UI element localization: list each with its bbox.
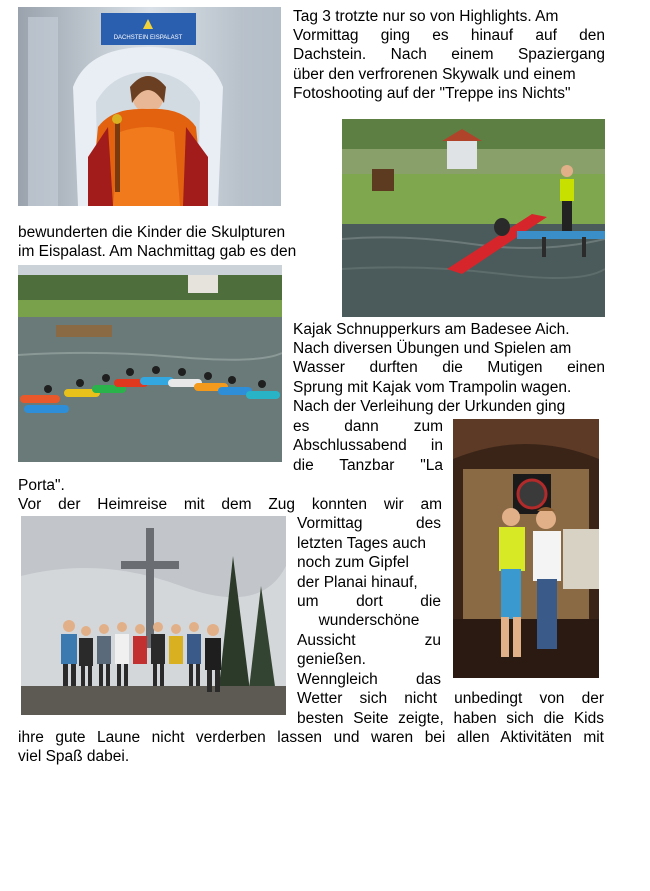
- text-line: Kajak Schnupperkurs am Badesee Aich.: [293, 321, 570, 338]
- text-line: Abschlussabend in: [293, 437, 443, 454]
- text-line: über den verfrorenen Skywalk und einem: [293, 66, 576, 83]
- text-line: Vor der Heimreise mit dem Zug konnten wir am: [18, 496, 442, 513]
- text-line: es dann zum: [293, 418, 443, 435]
- photo-tanzbar-dance: [453, 419, 599, 678]
- photo-planai-summit: [21, 516, 286, 715]
- text-line: Fotoshooting auf der "Treppe ins Nichts": [293, 85, 571, 102]
- eispalast-sign: DACHSTEIN EISPALAST: [113, 35, 183, 41]
- text-line: Tag 3 trotzte nur so von Highlights. Am: [293, 8, 559, 25]
- photo-kayaks-lake: [18, 265, 282, 462]
- text-line: Aussicht zu: [297, 632, 441, 649]
- text-line: Nach diversen Übungen und Spielen am: [293, 340, 572, 357]
- text-line: die Tanzbar "La: [293, 457, 443, 474]
- text-line: Vormittag des: [297, 515, 441, 532]
- photo-eispalast-throne: [18, 7, 281, 206]
- photo-kayak-jump: [342, 119, 605, 317]
- text-line: im Eispalast. Am Nachmittag gab es den: [18, 243, 297, 260]
- text-line: um dort die: [297, 593, 441, 610]
- text-line: bewunderten die Kinder die Skulpturen: [18, 224, 286, 241]
- text-line: letzten Tages auch: [297, 535, 426, 552]
- text-line: noch zum Gipfel: [297, 554, 409, 571]
- text-line: Nach der Verleihung der Urkunden ging: [293, 398, 566, 415]
- text-line: Porta".: [18, 477, 65, 494]
- text-line: Wasser durften die Mutigen einen: [293, 359, 605, 376]
- text-line: Vormittag ging es hinauf auf den: [293, 27, 605, 44]
- text-line: Wenngleich das: [297, 671, 441, 688]
- text-line: genießen.: [297, 651, 366, 668]
- text-line: wunderschöne: [318, 612, 420, 629]
- text-line: Sprung mit Kajak vom Trampolin wagen.: [293, 379, 572, 396]
- text-line: ihre gute Laune nicht verderben lassen und waren bei allen Aktivitäten mit: [18, 729, 604, 746]
- text-line: Dachstein. Nach einem Spaziergang: [293, 46, 605, 63]
- text-line: viel Spaß dabei.: [18, 748, 130, 765]
- text-line: der Planai hinauf,: [297, 574, 418, 591]
- text-line: Wetter sich nicht unbedingt von der: [297, 690, 604, 707]
- text-line: besten Seite zeigte, haben sich die Kids: [297, 710, 604, 727]
